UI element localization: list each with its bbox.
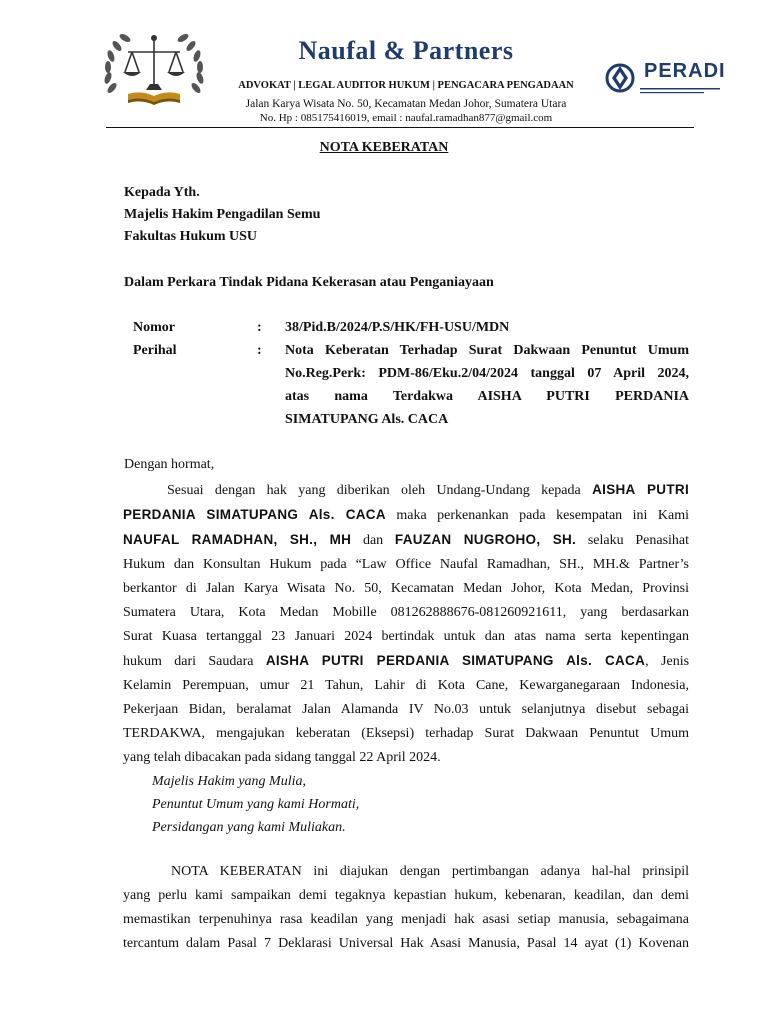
perihal-line-3: atas nama Terdakwa AISHA PUTRI PERDANIA bbox=[285, 389, 689, 404]
scales-of-justice-emblem-icon bbox=[98, 28, 210, 112]
addressee-line-3: Fakultas Hukum USU bbox=[124, 229, 258, 244]
honorific-1: Majelis Hakim yang Mulia, bbox=[152, 774, 306, 789]
honorific-2: Penuntut Umum yang kami Hormati, bbox=[152, 797, 360, 812]
body-paragraph-2 bbox=[123, 860, 689, 956]
body-line: Hukum dan Konsultan Hukum pada “Law Office Naufal Ramadhan, SH., MH.& Partner’s bbox=[123, 557, 689, 572]
nomor-colon: : bbox=[257, 320, 262, 335]
firm-name: Naufal & Partners bbox=[298, 36, 514, 65]
perihal-label: Perihal bbox=[133, 343, 177, 358]
body-line: Pekerjaan Bidan, beralamat Jalan Alamanda IV No.03 untuk selanjutnya disebut sebagai bbox=[123, 702, 689, 717]
body-line: NAUFAL RAMADHAN, SH., MH dan FAUZAN NUGROHO, SH. selaku Penasihat bbox=[123, 532, 690, 548]
perihal-line-4: SIMATUPANG Als. CACA bbox=[285, 412, 449, 427]
body-line: TERDAKWA, mengajukan keberatan (Eksepsi) terhadap Surat Dakwaan Penuntut Umum bbox=[123, 726, 689, 741]
document-title: NOTA KEBERATAN bbox=[319, 140, 449, 155]
letterhead-divider bbox=[106, 127, 694, 128]
body-line: hukum dari Saudara AISHA PUTRI PERDANIA SIMATUPANG Als. CACA, Jenis bbox=[123, 653, 690, 669]
addressee-line-1: Kepada Yth. bbox=[124, 185, 200, 200]
peradi-wordmark: PERADI bbox=[644, 60, 726, 82]
peradi-logo bbox=[604, 58, 726, 98]
body-line: yang telah dibacakan pada sidang tanggal 22 April 2024. bbox=[123, 750, 441, 765]
addressee-line-2: Majelis Hakim Pengadilan Semu bbox=[124, 207, 321, 222]
perihal-colon: : bbox=[257, 343, 262, 358]
body-line: tercantum dalam Pasal 7 Deklarasi Universal Hak Asasi Manusia, Pasal 14 ayat (1) Kovenan bbox=[123, 936, 689, 951]
firm-tagline: ADVOKAT | LEGAL AUDITOR HUKUM | PENGACARA PENGADAAN bbox=[238, 80, 574, 91]
perihal-line-1: Nota Keberatan Terhadap Surat Dakwaan Penuntut Umum bbox=[285, 343, 689, 358]
body-line: Sumatera Utara, Kota Medan Mobille 081262888676-081260921611, yang berdasarkan bbox=[123, 605, 689, 620]
perihal-line-2: No.Reg.Perk: PDM-86/Eku.2/04/2024 tanggal 07 April 2024, bbox=[285, 366, 689, 381]
case-line: Dalam Perkara Tindak Pidana Kekerasan atau Penganiayaan bbox=[124, 275, 494, 290]
honorific-3: Persidangan yang kami Muliakan. bbox=[152, 820, 346, 835]
firm-logo bbox=[98, 28, 210, 112]
body-line: Sesuai dengan hak yang diberikan oleh Undang-Undang kepada AISHA PUTRI bbox=[167, 482, 689, 498]
nomor-value: 38/Pid.B/2024/P.S/HK/FH-USU/MDN bbox=[285, 320, 510, 335]
body-line: Kelamin Perempuan, umur 21 Tahun, Lahir di Kota Cane, Kewarganegaraan Indonesia, bbox=[123, 678, 689, 693]
body-line: Surat Kuasa tertanggal 23 Januari 2024 bertindak untuk dan atas nama serta kepentingan bbox=[123, 629, 689, 644]
body-line: memastikan terpenuhinya rasa keadilan yang menjadi hak asasi setiap manusia, sebagaimana bbox=[123, 912, 689, 927]
body-paragraph-1 bbox=[123, 478, 689, 770]
salutation: Dengan hormat, bbox=[124, 457, 215, 472]
nomor-label: Nomor bbox=[133, 320, 175, 335]
body-line: NOTA KEBERATAN ini diajukan dengan pertimbangan adanya hal-hal prinsipil bbox=[171, 864, 689, 879]
body-line: berkantor di Jalan Karya Wisata No. 50, Kecamatan Medan Johor, Kota Medan, Provinsi bbox=[123, 581, 689, 596]
firm-contact: No. Hp : 085175416019, email : naufal.ramadhan877@gmail.com bbox=[259, 112, 553, 124]
firm-address: Jalan Karya Wisata No. 50, Kecamatan Medan Johor, Sumatera Utara bbox=[245, 98, 567, 110]
body-line: PERDANIA SIMATUPANG Als. CACA maka perkenankan pada kesempatan ini Kami bbox=[123, 507, 689, 523]
body-line: yang perlu kami sampaikan demi tegaknya kepastian hukum, kebenaran, keadilan, dan demi bbox=[123, 888, 689, 903]
